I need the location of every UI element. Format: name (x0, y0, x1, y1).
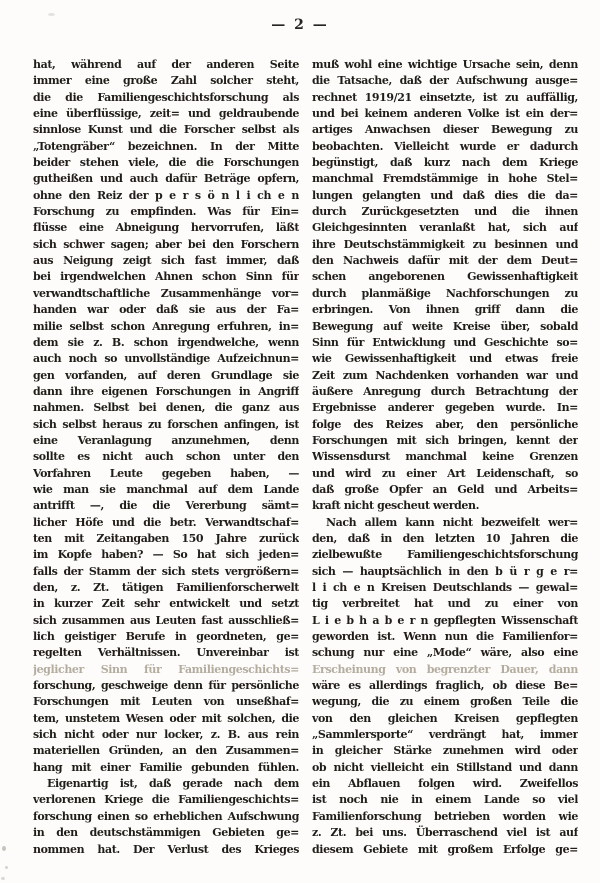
text-line: muß wohl eine wichtige Ursache sein, denn (312, 58, 578, 71)
text-line: wäre es allerdings fraglich, ob diese Be= (312, 679, 578, 693)
text-line: Sinn für Entwicklung und Geschichte so= (312, 335, 578, 349)
text-line: sollte es nicht auch schon unter den (33, 450, 299, 464)
text-line: kraft nicht gescheut werden. (312, 499, 480, 513)
text-line: sich — hauptsächlich in den b ü r g e r= (312, 564, 578, 578)
text-line: gen vorfanden, auf deren Grundlage sie (33, 368, 299, 382)
text-line: lungen gelangten und daß dies die da= (312, 188, 578, 202)
text-line: den, daß in den letzten 10 Jahren die (312, 531, 578, 545)
text-line: tem, unstetem Wesen oder mit solchen, die (33, 711, 299, 725)
text-line: wie Gewissenhaftigkeit und etwas freie (312, 352, 578, 366)
text-line: aus Neigung zeigt sich fast immer, daß (33, 254, 299, 268)
text-line: begünstigt, daß kurz nach dem Kriege (312, 156, 578, 170)
text-line: falls der Stamm der sich stets vergrößern= (33, 564, 299, 578)
text-line: immer eine große Zahl solcher steht, (33, 74, 299, 88)
text-line: verlorenen Kriege die Familiengeschichts= (33, 793, 299, 807)
text-line: nahmen. Selbst bei denen, die ganz aus (33, 401, 299, 415)
text-line: die die Familiengeschichtsforschung als (33, 90, 299, 104)
text-line: forschung einen so erheblichen Aufschwung (33, 809, 299, 823)
text-line: daß große Opfer an Geld und Arbeits= (312, 482, 578, 496)
text-line: beider stehen viele, die die Forschungen (33, 156, 299, 170)
text-line: Wissensdurst manchmal keine Grenzen (312, 450, 578, 464)
text-line: jeglicher Sinn für Familiengeschichts= (33, 662, 299, 676)
text-line: Nach allem kann nicht bezweifelt wer= (326, 515, 578, 529)
text-line: ein Abflauen folgen wird. Zweifellos (312, 777, 578, 791)
text-line: die Tatsache, daß der Aufschwung ausge= (312, 74, 578, 88)
text-line: durch planmäßige Nachforschungen zu (312, 286, 578, 300)
text-line: in den deutschstämmigen Gebieten ge= (33, 826, 299, 840)
text-line: diesem Gebiete mit großem Erfolge ge= (312, 842, 578, 856)
text-line: sich zusammen aus Leuten fast ausschließ= (33, 613, 299, 627)
text-line: beobachten. Vielleicht wurde er dadurch (312, 139, 578, 153)
text-line: licher Höfe und die betr. Verwandtschaf= (33, 515, 299, 529)
text-line: lich geistiger Berufe in geordneten, ge= (33, 630, 299, 644)
scan-artifact (48, 13, 55, 16)
text-line: eine überflüssige, zeit= und geldraubende (33, 107, 299, 121)
text-line: manchmal Fremdstämmige in hohe Stel= (312, 172, 578, 186)
text-line: Forschung zu empfinden. Was für Ein= (33, 205, 299, 219)
text-line: ihre Deutschstämmigkeit zu besinnen und (312, 237, 578, 251)
text-line: bei irgendwelchen Ahnen schon Sinn für (33, 270, 299, 284)
text-line: l i ch e n Kreisen Deutschlands — gewal= (312, 581, 578, 594)
text-line: dem sie z. B. schon irgendwelche, wenn (33, 335, 299, 349)
text-line: forschung, geschweige denn für persönliche (33, 679, 299, 693)
text-line: ist noch nie in einem Lande so viel (312, 793, 578, 807)
text-line: folge des Reizes aber, den persönliche (312, 417, 578, 431)
text-line: tig verbreitet hat und zu einer von (312, 597, 578, 611)
text-line: schung nur eine „Mode“ wäre, also eine (312, 646, 578, 660)
text-line: sich selbst heraus zu forschen anfingen, ist (33, 417, 299, 431)
text-line: flüsse eine Abneigung hervorrufen, läßt (33, 221, 299, 235)
text-line: im Kopfe haben? — So hat sich jeden= (33, 548, 299, 562)
text-line: Forschungen mit sich bringen, kennt der (312, 433, 578, 447)
text-line: z. Zt. bei uns. Überraschend viel ist auf (312, 826, 578, 840)
text-columns (33, 57, 578, 858)
text-line: schen angeborenen Gewissenhaftigkeit (312, 270, 578, 284)
text-line: „Totengräber“ bezeichnen. In der Mitte (33, 139, 299, 153)
text-line: sich nicht oder nur locker, z. B. aus rein (33, 728, 299, 742)
text-line: in gleicher Stärke zunehmen wird oder (312, 744, 578, 758)
text-line: wegung, die zu einem großen Teile die (312, 695, 578, 709)
text-line: dann ihre eigenen Forschungen in Angriff (33, 384, 299, 398)
text-line: und bei keinem anderen Volke ist ein der= (312, 107, 578, 121)
text-line: regelten Verhältnissen. Unvereinbar ist (33, 646, 299, 660)
text-line: geworden ist. Wenn nun die Familienfor= (312, 630, 578, 644)
text-line: sinnlose Kunst und die Forscher selbst als (33, 123, 299, 137)
text-line: und wird zu einer Art Leidenschaft, so (312, 466, 578, 480)
text-line: den Nachweis dafür mit der dem Deut= (312, 254, 578, 268)
text-line: gutheißen und auch dafür Beträge opfern, (33, 172, 299, 186)
text-line: Zeit zum Nachdenken vorhanden war und (312, 368, 578, 382)
text-line: ohne den Reiz der p e r s ö n l i ch e n (33, 188, 299, 202)
text-line: handen war oder daß sie aus der Fa= (33, 303, 299, 317)
text-line: hat, während auf der anderen Seite (33, 58, 299, 71)
text-line: Forschungen mit Leuten von unseßhaf= (33, 695, 299, 709)
text-line: nommen hat. Der Verlust des Krieges (33, 842, 299, 856)
scan-artifact (5, 866, 8, 869)
text-line: Vorfahren Leute gegeben haben, — (33, 466, 299, 480)
text-line: von den gleichen Kreisen gepflegten (312, 711, 578, 725)
text-line: in kurzer Zeit sehr entwickelt und setzt (33, 597, 299, 611)
page-number: — 2 — (271, 17, 329, 33)
text-line: ten mit Zeitangaben 150 Jahre zurück (33, 531, 299, 545)
text-line: hang mit einer Familie gebunden fühlen. (33, 760, 299, 774)
text-line: Ergebnisse anderer gegeben wurde. In= (312, 401, 578, 415)
text-line: Bewegung auf weite Kreise über, sobald (312, 319, 578, 333)
text-line: Erscheinung von begrenzter Dauer, dann (312, 662, 578, 676)
scan-artifact (2, 846, 6, 851)
text-line: auch noch so unvollständige Aufzeichnun= (33, 352, 299, 366)
text-line: „Sammlersporte“ verdrängt hat, immer (312, 728, 578, 742)
text-line: L i e b h a b e r n gepflegten Wissenschaft (312, 613, 578, 627)
text-line: wie man sie manchmal auf dem Lande (33, 482, 299, 496)
text-line: eine Veranlagung anzunehmen, denn (33, 433, 299, 447)
text-line: verwandtschaftliche Zusammenhänge vor= (33, 286, 299, 300)
text-line: Familienforschung betrieben worden wie (312, 809, 578, 823)
right-column (312, 57, 578, 858)
text-line: äußere Anregung durch Betrachtung der (312, 384, 578, 398)
left-column (33, 57, 299, 858)
text-line: durch Zurückgesetzten und die ihnen (312, 205, 578, 219)
text-line: materiellen Gründen, an den Zusammen= (33, 744, 299, 758)
scan-artifact (1, 877, 5, 880)
text-line: antrifft —, die die Vererbung sämt= (33, 499, 299, 513)
text-line: erbringen. Von ihnen griff dann die (312, 303, 578, 317)
text-line: rechnet 1919/21 einsetzte, ist zu auffällig, (312, 90, 578, 104)
text-line: Gleichgesinnten veranlaßt hat, sich auf (312, 221, 578, 235)
text-line: ob nicht vielleicht ein Stillstand und dann (312, 760, 578, 774)
text-line: Eigenartig ist, daß gerade nach dem (47, 777, 299, 791)
text-line: artiges Anwachsen dieser Bewegung zu (312, 123, 578, 137)
text-line: den, z. Zt. tätigen Familienforscherwelt (33, 581, 299, 594)
text-line: zielbewußte Familiengeschichtsforschung (312, 548, 578, 562)
text-line: milie selbst schon Anregung erfuhren, in= (33, 319, 299, 333)
text-line: sich schwer sagen; aber bei den Forschern (33, 237, 299, 251)
